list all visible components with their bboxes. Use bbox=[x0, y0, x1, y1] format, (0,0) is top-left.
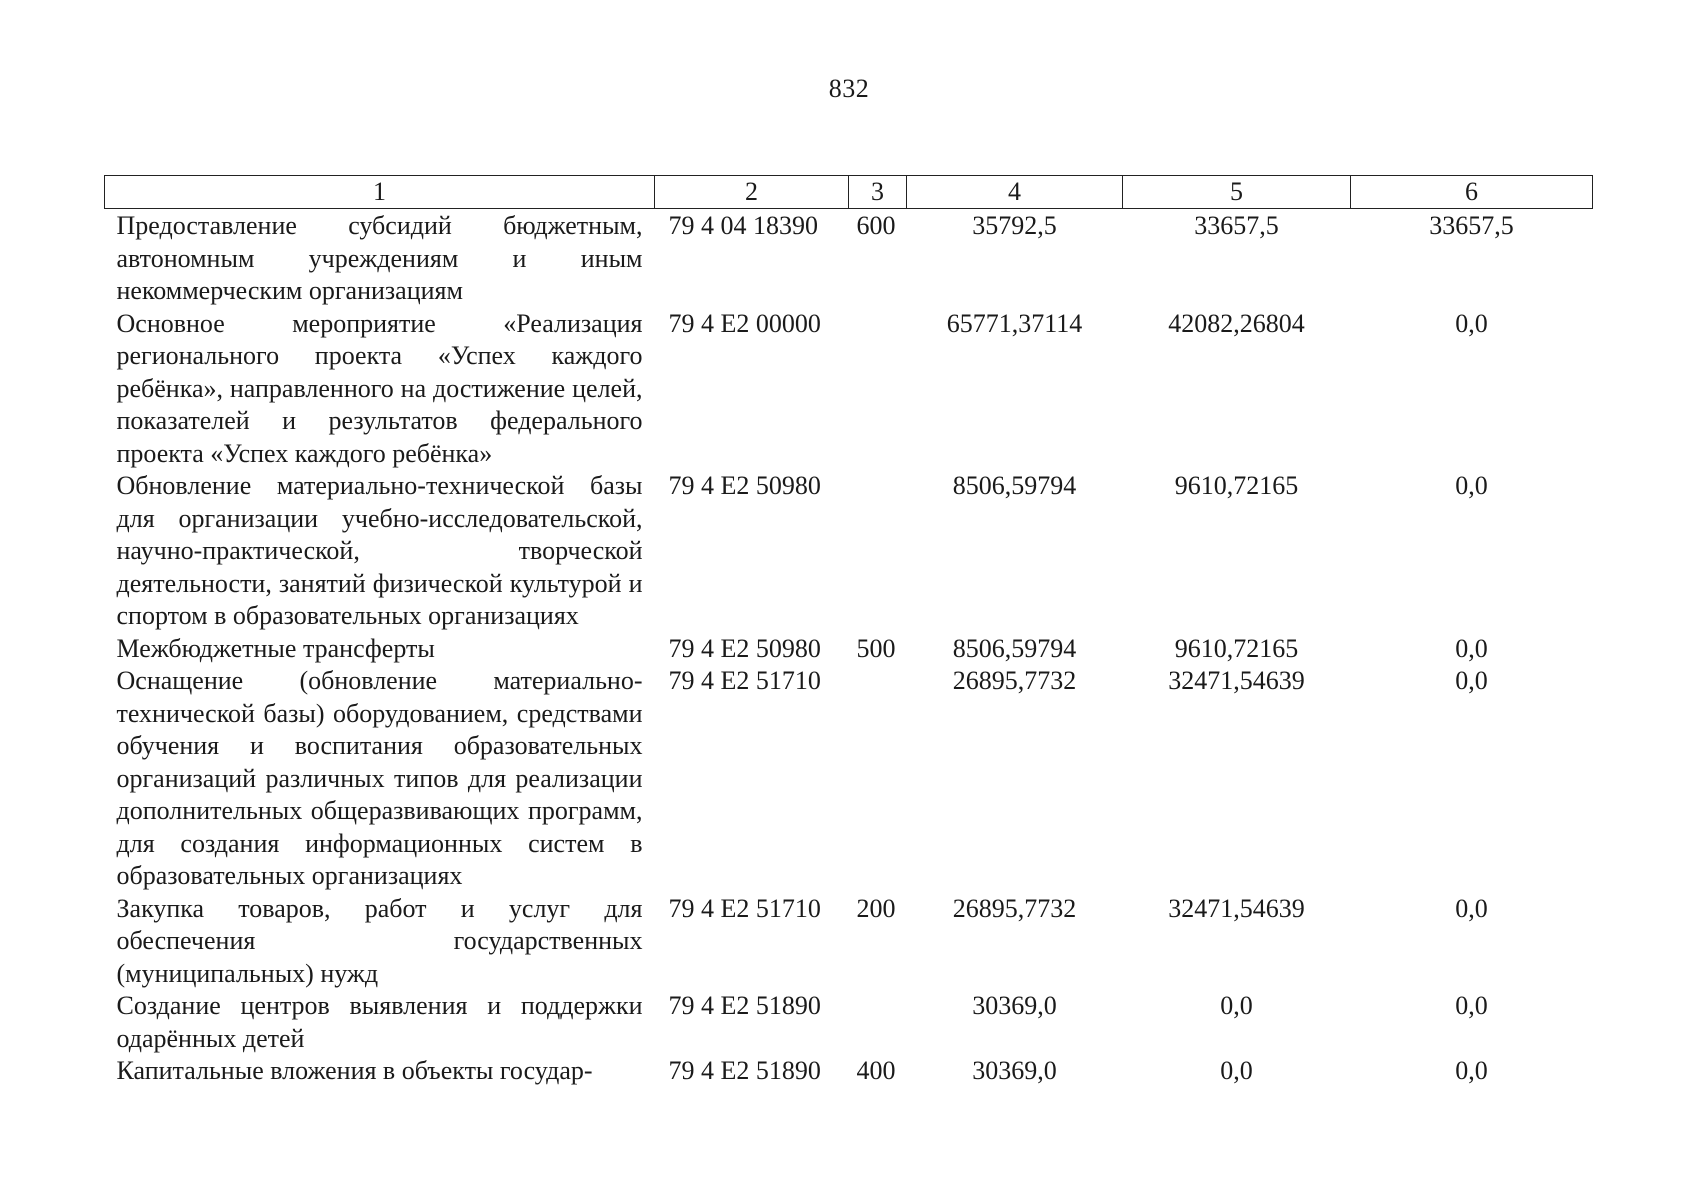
row-expense-type: 500 bbox=[856, 633, 896, 663]
row-expense-type bbox=[849, 990, 907, 1055]
row-description: Создание центров выявления и поддержки одарённых детей bbox=[116, 991, 643, 1053]
header-cell-6: 6 bbox=[1351, 176, 1593, 209]
row-value-col5: 9610,72165 bbox=[1174, 471, 1299, 500]
table-header bbox=[105, 176, 1593, 209]
row-value-col6: 33657,5 bbox=[1429, 211, 1514, 240]
row-value-col4: 8506,59794 bbox=[952, 633, 1077, 663]
row-value-col4: 8506,59794 bbox=[952, 471, 1077, 500]
table-body bbox=[105, 209, 1593, 1088]
row-code: 79 4 E2 51890 bbox=[668, 1056, 821, 1085]
row-value-col4: 26895,7732 bbox=[952, 666, 1077, 695]
table-row bbox=[105, 633, 1593, 666]
row-code: 79 4 04 18390 bbox=[668, 211, 818, 240]
row-value-col5: 9610,72165 bbox=[1174, 633, 1299, 663]
row-expense-type bbox=[849, 308, 907, 471]
row-expense-type bbox=[849, 665, 907, 893]
row-value-col5: 32471,54639 bbox=[1168, 893, 1305, 923]
table-row bbox=[105, 470, 1593, 633]
row-expense-type: 400 bbox=[856, 1056, 896, 1085]
row-code: 79 4 E2 00000 bbox=[668, 308, 821, 338]
table-row bbox=[105, 665, 1593, 893]
row-expense-type: 200 bbox=[856, 893, 896, 923]
table-row bbox=[105, 1055, 1593, 1088]
row-expense-type bbox=[849, 470, 907, 633]
row-value-col4: 35792,5 bbox=[972, 211, 1057, 240]
row-value-col4: 30369,0 bbox=[972, 991, 1057, 1020]
row-description: Оснащение (обновление материально-технической базы) оборудованием, средствами обучения и воспитания образовательных организаций различных типов для реализации дополнительных общеразвивающих программ, для создания информационных систем в образовательных организациях bbox=[116, 666, 643, 890]
row-value-col6: 0,0 bbox=[1455, 893, 1488, 923]
row-value-col4: 65771,37114 bbox=[946, 308, 1083, 338]
header-cell-3: 3 bbox=[849, 176, 907, 209]
row-value-col4: 26895,7732 bbox=[952, 893, 1077, 923]
budget-table bbox=[104, 175, 1593, 1088]
table-row bbox=[105, 308, 1593, 471]
row-description: Обновление материально-технической базы для организации учебно-исследовательской, научно-практической, творческой деятельности, занятий физической культурой и спортом в образовательных организациях bbox=[116, 471, 643, 630]
row-description: Предоставление субсидий бюджетным, автономным учреждениям и иным некоммерческим организациям bbox=[116, 211, 643, 305]
row-value-col6: 0,0 bbox=[1455, 1056, 1488, 1085]
row-description: Капитальные вложения в объекты государ- bbox=[116, 1056, 593, 1085]
row-code: 79 4 E2 51890 bbox=[668, 991, 821, 1020]
header-row bbox=[105, 176, 1593, 209]
table-row bbox=[105, 893, 1593, 991]
row-value-col4: 30369,0 bbox=[972, 1056, 1057, 1085]
row-value-col5: 33657,5 bbox=[1194, 211, 1279, 240]
row-value-col5: 42082,26804 bbox=[1168, 308, 1305, 338]
row-value-col6: 0,0 bbox=[1455, 991, 1488, 1020]
row-description: Закупка товаров, работ и услуг для обеспечения государственных (муниципальных) нужд bbox=[116, 893, 643, 988]
row-code: 79 4 E2 50980 bbox=[668, 633, 821, 663]
header-cell-5: 5 bbox=[1123, 176, 1351, 209]
row-code: 79 4 E2 50980 bbox=[668, 471, 821, 500]
row-value-col6: 0,0 bbox=[1455, 633, 1488, 663]
row-code: 79 4 E2 51710 bbox=[668, 666, 821, 695]
row-description: Межбюджетные трансферты bbox=[116, 633, 435, 663]
table-row bbox=[105, 209, 1593, 308]
header-cell-2: 2 bbox=[655, 176, 849, 209]
row-value-col6: 0,0 bbox=[1455, 308, 1488, 338]
row-value-col6: 0,0 bbox=[1455, 471, 1488, 500]
table-row bbox=[105, 990, 1593, 1055]
header-cell-1: 1 bbox=[105, 176, 655, 209]
row-expense-type: 600 bbox=[856, 211, 896, 240]
row-value-col5: 32471,54639 bbox=[1168, 666, 1305, 695]
header-cell-4: 4 bbox=[907, 176, 1123, 209]
row-code: 79 4 E2 51710 bbox=[668, 893, 821, 923]
row-description: Основное мероприятие «Реализация регионального проекта «Успех каждого ребёнка», направленного на достижение целей, показателей и результатов федерального проекта «Успех каждого ребёнка» bbox=[116, 308, 643, 468]
page-number: 832 bbox=[828, 74, 870, 103]
row-value-col5: 0,0 bbox=[1220, 1056, 1253, 1085]
row-value-col5: 0,0 bbox=[1220, 991, 1253, 1020]
row-value-col6: 0,0 bbox=[1455, 666, 1488, 695]
